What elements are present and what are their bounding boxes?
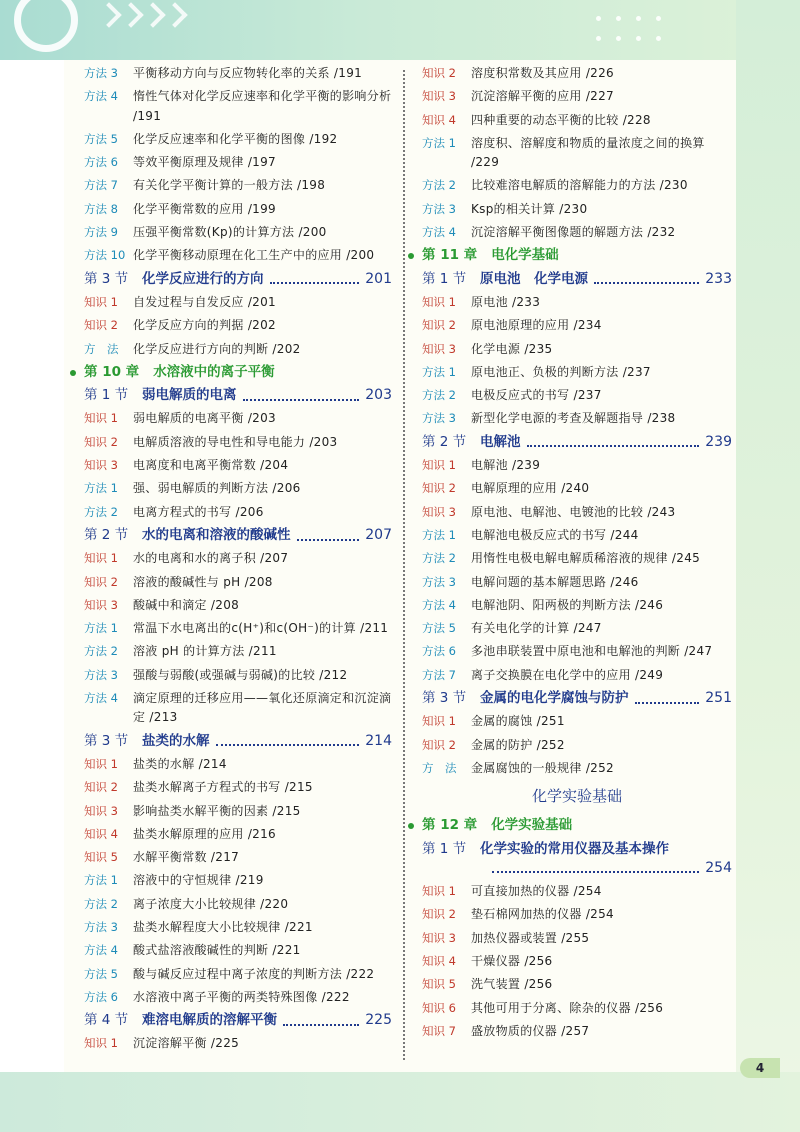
toc-entry[interactable] [84,895,392,914]
toc-entry[interactable] [422,666,732,685]
section-heading[interactable] [422,840,732,879]
knowledge-tag: 知识 2 [422,907,456,922]
entry-text: 有关电化学的计算 /247 [471,621,602,636]
method-tag: 方法 9 [84,225,118,240]
entry-text: 原电池、电解池、电镀池的比较 /243 [471,504,676,519]
knowledge-tag: 知识 3 [84,458,118,473]
toc-entry[interactable] [422,759,732,778]
toc-entry[interactable] [84,988,392,1007]
entry-text: 四种重要的动态平衡的比较 /228 [471,112,651,127]
toc-entry[interactable] [84,666,392,685]
dot-leader [492,871,699,873]
method-tag: 方 法 [84,341,119,356]
method-tag: 方法 5 [84,131,118,146]
method-tag: 方法 6 [422,644,456,659]
entry-text: 垫石棉网加热的仪器 /254 [471,907,614,922]
method-tag: 方法 3 [422,411,456,426]
toc-entry[interactable] [84,316,392,335]
toc-entry[interactable] [422,596,732,615]
toc-entry[interactable] [84,433,392,452]
method-tag: 方法 3 [422,201,456,216]
method-tag: 方法 4 [422,225,456,240]
section-title: 盐类的水解 [142,732,210,749]
dot-icon [596,36,601,41]
page-number: 4 [740,1058,780,1078]
method-tag: 方法 4 [422,597,456,612]
toc-entry[interactable] [84,619,392,638]
entry-text: 溶度积常数及其应用 /226 [471,66,614,80]
toc-entry[interactable] [422,316,732,335]
toc-entry[interactable] [422,340,732,359]
toc-entry[interactable] [422,134,732,173]
section-number: 第 2 节 [422,433,467,450]
entry-text: 弱电解质的电离平衡 /203 [133,411,276,426]
section-title: 金属的电化学腐蚀与防护 [480,690,629,707]
chapter-heading[interactable] [70,363,392,382]
section-title: 原电池 化学电源 [480,270,588,287]
entry-text: 电离方程式的书写 /206 [133,504,264,519]
part-title: 化学实验基础 [531,787,622,806]
entry-text: 盛放物质的仪器 /257 [471,1023,590,1038]
method-tag: 方法 6 [84,989,118,1004]
toc-entry[interactable] [422,176,732,195]
entry-text: 影响盐类水解平衡的因素 /215 [133,803,301,818]
knowledge-tag: 知识 4 [84,826,118,841]
entry-text: 水的电离和水的离子积 /207 [133,551,289,566]
entry-text: 滴定原理的迁移应用——氧化还原滴定和沉淀滴定 /213 [133,691,392,725]
entry-text: 压强平衡常数(Kp)的计算方法 /200 [133,225,327,240]
knowledge-tag: 知识 1 [84,411,118,426]
method-tag: 方法 8 [84,201,118,216]
entry-text: Ksp的相关计算 /230 [471,201,588,216]
method-tag: 方法 7 [422,667,456,682]
entry-text: 离子交换膜在电化学中的应用 /249 [471,667,664,682]
entry-text: 可直接加热的仪器 /254 [471,884,602,899]
toc-entry[interactable] [422,200,732,219]
toc-entry[interactable] [422,386,732,405]
section-number: 第 1 节 [422,270,467,287]
entry-text: 化学反应方向的判据 /202 [133,318,276,333]
entry-text: 盐类水解程度大小比较规律 /221 [133,919,313,934]
dot-icon [656,16,661,21]
toc-entry[interactable] [422,111,732,130]
knowledge-tag: 知识 2 [422,737,456,752]
method-tag: 方法 2 [84,504,118,519]
entry-text: 电极反应式的书写 /237 [471,388,602,403]
method-tag: 方法 2 [84,896,118,911]
section-page: 239 [705,433,732,450]
entry-text: 溶度积、溶解度和物质的量浓度之间的换算 /229 [471,135,705,170]
method-tag: 方法 3 [84,919,118,934]
toc-entry[interactable] [84,825,392,844]
entry-text: 溶液中的守恒规律 /219 [133,873,264,888]
knowledge-tag: 知识 2 [84,780,118,795]
decorative-dots [596,12,716,48]
entry-text: 原电池 /233 [471,294,541,309]
toc-entry[interactable] [84,200,392,219]
toc-entry[interactable] [422,503,732,522]
method-tag: 方法 4 [84,691,118,706]
method-tag: 方法 4 [84,89,118,104]
knowledge-tag: 知识 4 [422,112,456,127]
footer-band [0,1072,800,1132]
section-page: 251 [705,690,732,707]
dot-icon [656,36,661,41]
section-number: 第 3 节 [84,270,129,287]
toc-entry[interactable] [422,363,732,382]
entry-text: 惰性气体对化学反应速率和化学平衡的影响分析 /191 [133,89,392,123]
entry-text: 强酸与弱酸(或强碱与弱碱)的比较 /212 [133,667,348,682]
entry-text: 沉淀溶解平衡图像题的解题方法 /232 [471,225,676,240]
section-title: 化学实验的常用仪器及基本操作 [480,840,669,857]
entry-text: 化学电源 /235 [471,341,553,356]
section-number: 第 1 节 [84,387,129,404]
method-tag: 方法 10 [84,248,126,263]
knowledge-tag: 知识 1 [84,294,118,309]
method-tag: 方法 2 [422,388,456,403]
dot-leader [283,1024,359,1026]
entry-text: 用惰性电极电解电解质稀溶液的规律 /245 [471,551,701,566]
section-number: 第 3 节 [422,690,467,707]
entry-text: 沉淀溶解平衡的应用 /227 [471,89,614,104]
toc-entry[interactable] [422,999,732,1018]
section-title: 弱电解质的电离 [142,387,237,404]
entry-text: 原电池正、负极的判断方法 /237 [471,364,651,379]
section-page: 203 [365,387,392,404]
section-heading[interactable] [84,732,392,751]
method-tag: 方法 1 [422,364,456,379]
dot-icon [616,36,621,41]
method-tag: 方法 5 [84,966,118,981]
section-number: 第 4 节 [84,1012,129,1029]
entry-text: 电解问题的基本解题思路 /246 [471,574,639,589]
knowledge-tag: 知识 2 [84,574,118,589]
dot-leader [594,282,699,284]
toc-entry[interactable] [84,871,392,890]
entry-text: 新型化学电源的考查及解题指导 /238 [471,411,676,426]
toc-entry[interactable] [422,905,732,924]
toc-entry[interactable] [84,755,392,774]
entry-text: 离子浓度大小比较规律 /220 [133,896,289,911]
toc-content [64,60,736,1072]
entry-text: 酸碱中和滴定 /208 [133,597,240,612]
section-page: 225 [365,1012,392,1029]
section-title: 电解池 [480,433,521,450]
toc-entry[interactable] [84,87,392,126]
toc-entry[interactable] [84,549,392,568]
entry-text: 化学平衡常数的应用 /199 [133,201,276,216]
toc-entry[interactable] [422,952,732,971]
toc-entry[interactable] [84,130,392,149]
section-heading[interactable] [422,689,732,708]
toc-entry[interactable] [84,479,392,498]
section-heading[interactable] [422,433,732,452]
section-title: 化学反应进行的方向 [142,270,264,287]
entry-text: 金属的防护 /252 [471,737,565,752]
toc-entry[interactable] [422,456,732,475]
method-tag: 方法 3 [84,667,118,682]
method-tag: 方法 1 [84,481,118,496]
method-tag: 方 法 [422,760,457,775]
chapter-title: 电化学基础 [491,247,559,264]
knowledge-tag: 知识 1 [422,294,456,309]
entry-text: 电离度和电离平衡常数 /204 [133,458,289,473]
toc-entry[interactable] [84,503,392,522]
toc-entry[interactable] [422,619,732,638]
section-number: 第 3 节 [84,732,129,749]
entry-text: 金属的腐蚀 /251 [471,714,565,729]
dot-icon [616,16,621,21]
entry-text: 常温下水电离出的c(H⁺)和c(OH⁻)的计算 /211 [133,621,389,636]
method-tag: 方法 6 [84,155,118,170]
chapter-bullet-icon [408,253,414,259]
knowledge-tag: 知识 2 [422,66,456,80]
knowledge-tag: 知识 5 [422,977,456,992]
toc-entry[interactable] [84,918,392,937]
dot-icon [636,16,641,21]
entry-text: 比较难溶电解质的溶解能力的方法 /230 [471,178,688,193]
section-heading-line [422,840,732,859]
entry-text: 原电池原理的应用 /234 [471,318,602,333]
entry-text: 酸与碱反应过程中离子浓度的判断方法 /222 [133,966,375,981]
method-tag: 方法 1 [422,527,456,542]
entry-text: 加热仪器或装置 /255 [471,930,590,945]
method-tag: 方法 1 [84,621,118,636]
entry-text: 其他可用于分离、除杂的仪器 /256 [471,1000,664,1015]
chapter-number: 第 10 章 [84,363,140,380]
entry-text: 盐类水解原理的应用 /216 [133,826,276,841]
entry-text: 电解池电极反应式的书写 /244 [471,527,639,542]
toc-entry[interactable] [84,409,392,428]
method-tag: 方法 3 [84,66,118,80]
section-page: 201 [365,270,392,287]
toc-entry[interactable] [84,293,392,312]
entry-text: 有关化学平衡计算的一般方法 /198 [133,178,326,193]
toc-entry[interactable] [422,293,732,312]
knowledge-tag: 知识 3 [422,930,456,945]
section-title: 水的电离和溶液的酸碱性 [142,526,291,543]
section-page: 207 [365,526,392,543]
entry-text: 强、弱电解质的判断方法 /206 [133,481,301,496]
method-tag: 方法 2 [84,644,118,659]
method-tag: 方法 2 [422,551,456,566]
section-number: 第 2 节 [84,526,129,543]
toc-entry[interactable] [422,87,732,106]
toc-entry[interactable] [84,223,392,242]
knowledge-tag: 知识 1 [84,756,118,771]
knowledge-tag: 知识 2 [84,318,118,333]
entry-text: 盐类的水解 /214 [133,756,227,771]
dot-leader [243,399,360,401]
section-heading[interactable] [84,526,392,545]
entry-text: 金属腐蚀的一般规律 /252 [471,760,614,775]
section-page: 233 [705,270,732,287]
section-heading[interactable] [84,270,392,289]
toc-entry[interactable] [422,642,732,661]
entry-text: 平衡移动方向与反应物转化率的关系 /191 [133,66,363,80]
knowledge-tag: 知识 3 [422,341,456,356]
entry-text: 电解原理的应用 /240 [471,481,590,496]
method-tag: 方法 2 [422,178,456,193]
dot-leader [297,539,360,541]
toc-entry[interactable] [84,456,392,475]
toc-entry[interactable] [422,526,732,545]
toc-entry[interactable] [84,1034,392,1053]
toc-entry[interactable] [84,340,392,359]
dot-leader [270,282,360,284]
knowledge-tag: 知识 6 [422,1000,456,1015]
entry-text: 沉淀溶解平衡 /225 [133,1036,240,1051]
method-tag: 方法 5 [422,621,456,636]
toc-entry[interactable] [422,712,732,731]
knowledge-tag: 知识 1 [422,884,456,899]
method-tag: 方法 4 [84,943,118,958]
toc-entry[interactable] [84,153,392,172]
knowledge-tag: 知识 7 [422,1023,456,1038]
knowledge-tag: 知识 2 [422,318,456,333]
section-heading[interactable] [84,386,392,405]
method-tag: 方法 1 [422,135,456,150]
toc-entry[interactable] [84,802,392,821]
entry-text: 溶液 pH 的计算方法 /211 [133,644,277,659]
toc-entry[interactable] [422,929,732,948]
entry-text: 化学平衡移动原理在化工生产中的应用 /200 [133,248,375,263]
section-title: 难溶电解质的溶解平衡 [142,1012,277,1029]
entry-text: 水解平衡常数 /217 [133,850,240,865]
entry-text: 电解质溶液的导电性和导电能力 /203 [133,434,338,449]
method-tag: 方法 3 [422,574,456,589]
chapter-number: 第 12 章 [422,817,478,834]
entry-text: 盐类水解离子方程式的书写 /215 [133,780,313,795]
section-number: 第 1 节 [422,840,467,857]
toc-entry[interactable] [422,573,732,592]
knowledge-tag: 知识 3 [84,803,118,818]
chapter-title: 水溶液中的离子平衡 [153,363,275,380]
section-page: 254 [705,859,732,876]
column-divider [403,70,405,1060]
toc-entry[interactable] [422,409,732,428]
toc-entry[interactable] [84,941,392,960]
section-leader-line [422,859,732,878]
entry-text: 多池串联装置中原电池和电解池的判断 /247 [471,644,713,659]
toc-entry[interactable] [422,64,732,83]
section-heading[interactable] [422,270,732,289]
toc-left-column [84,64,392,1058]
knowledge-tag: 知识 5 [84,850,118,865]
toc-entry[interactable] [84,246,392,265]
toc-entry[interactable] [422,882,732,901]
right-margin-band [736,0,800,1132]
toc-entry[interactable] [422,223,732,242]
toc-entry[interactable] [422,479,732,498]
knowledge-tag: 知识 1 [84,1036,118,1051]
section-heading[interactable] [84,1011,392,1030]
toc-entry[interactable] [422,549,732,568]
toc-entry[interactable] [84,573,392,592]
toc-right-column [422,64,732,1045]
toc-entry[interactable] [84,848,392,867]
entry-text: 溶液的酸碱性与 pH /208 [133,574,273,589]
chapter-title: 化学实验基础 [491,817,573,834]
toc-entry[interactable] [84,965,392,984]
toc-entry[interactable] [422,736,732,755]
entry-text: 水溶液中离子平衡的两类特殊图像 /222 [133,989,350,1004]
entry-text: 洗气装置 /256 [471,977,553,992]
toc-entry[interactable] [84,596,392,615]
chapter-heading[interactable] [408,246,732,265]
entry-text: 自发过程与自发反应 /201 [133,294,276,309]
toc-entry[interactable] [422,1022,732,1041]
entry-text: 等效平衡原理及规律 /197 [133,155,276,170]
entry-text: 电解池阴、阳两极的判断方法 /246 [471,597,664,612]
toc-entry[interactable] [84,778,392,797]
entry-text: 电解池 /239 [471,458,541,473]
chapter-heading[interactable] [408,816,732,835]
toc-entry[interactable] [84,64,392,83]
knowledge-tag: 知识 1 [422,458,456,473]
dot-leader [216,744,360,746]
knowledge-tag: 知识 4 [422,953,456,968]
knowledge-tag: 知识 3 [422,89,456,104]
dot-icon [636,36,641,41]
section-page: 214 [365,732,392,749]
knowledge-tag: 知识 2 [84,434,118,449]
chapter-bullet-icon [70,370,76,376]
toc-entry[interactable] [84,176,392,195]
toc-entry[interactable] [84,689,392,728]
dot-leader [527,445,700,447]
dot-icon [596,16,601,21]
entry-text: 化学反应速率和化学平衡的图像 /192 [133,131,338,146]
dot-leader [635,702,700,704]
method-tag: 方法 7 [84,178,118,193]
knowledge-tag: 知识 3 [84,597,118,612]
chapter-bullet-icon [408,823,414,829]
entry-text: 干燥仪器 /256 [471,953,553,968]
method-tag: 方法 1 [84,873,118,888]
toc-entry[interactable] [422,975,732,994]
knowledge-tag: 知识 3 [422,504,456,519]
knowledge-tag: 知识 2 [422,481,456,496]
entry-text: 酸式盐溶液酸碱性的判断 /221 [133,943,301,958]
chapter-number: 第 11 章 [422,247,478,264]
knowledge-tag: 知识 1 [84,551,118,566]
entry-text: 化学反应进行方向的判断 /202 [133,341,301,356]
knowledge-tag: 知识 1 [422,714,456,729]
toc-entry[interactable] [84,642,392,661]
